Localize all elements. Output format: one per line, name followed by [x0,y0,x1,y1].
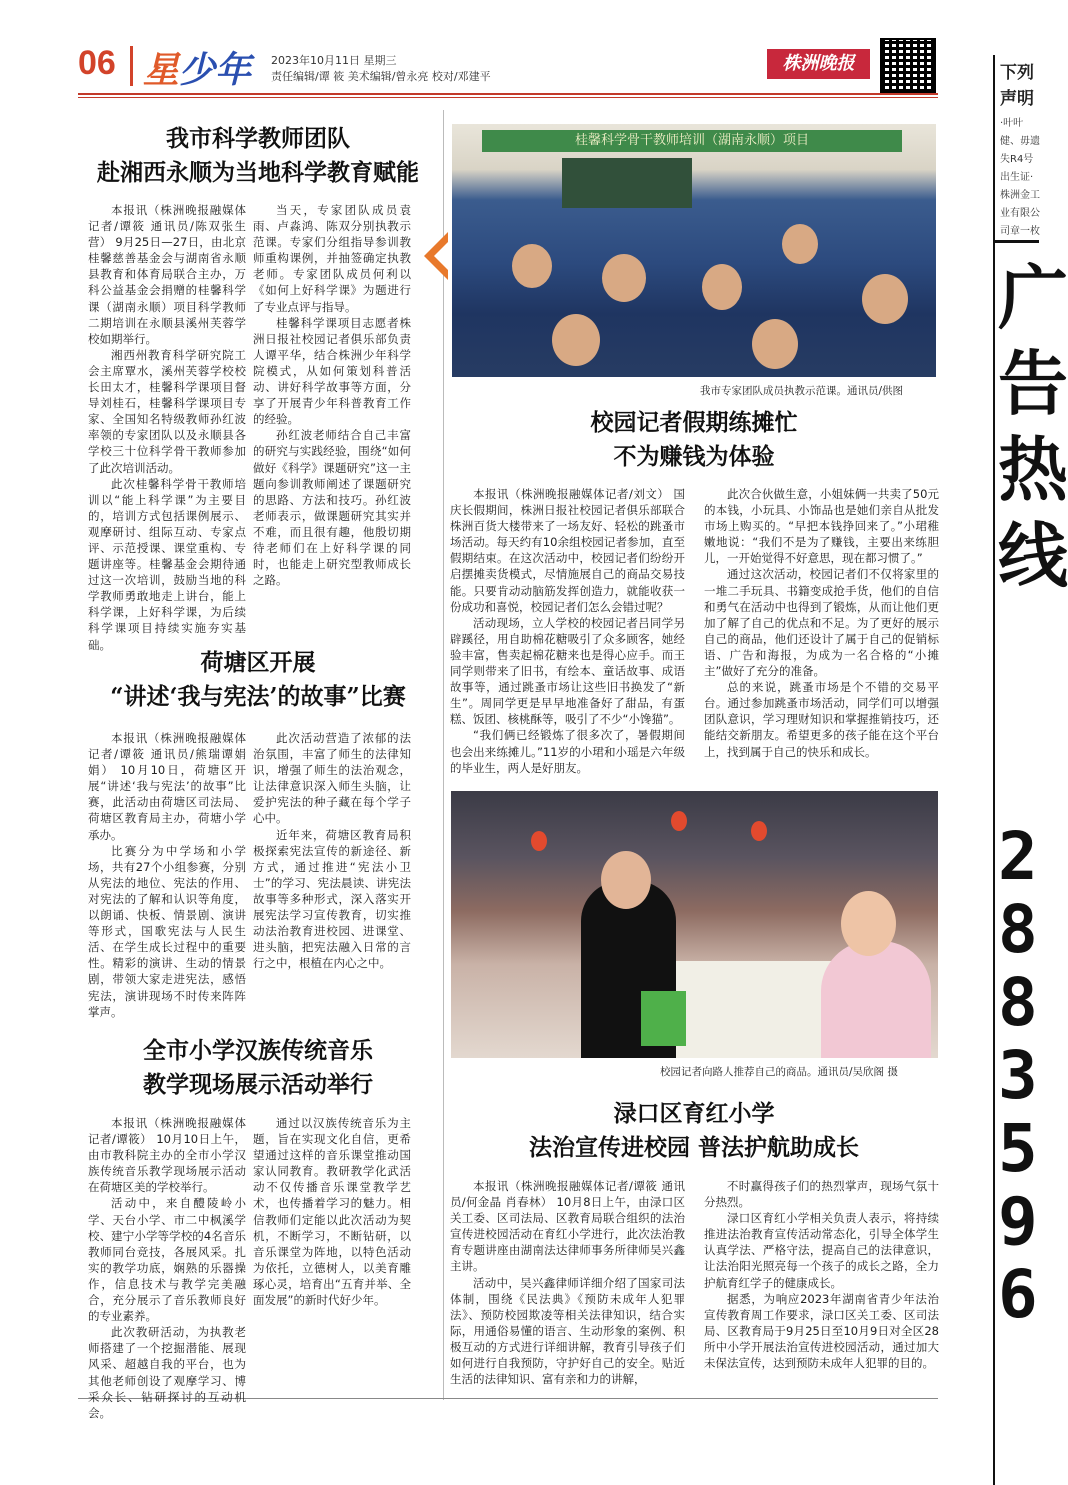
photo-banner: 桂馨科学骨干教师培训（湖南永顺）项目 [482,130,902,152]
woman-face [601,851,651,909]
paragraph: 据悉，为响应2023年湖南省青少年法治宣传教育周工作要求，渌口区关工委、区司法局、区教育局于9月25日至10月9日对全区28所中小学开展法治宣传进校园活动，通过加大未保法宣传，达到预防未成年人犯罪的目的。 [704,1291,939,1371]
student-head [702,264,742,310]
paragraph: 总的来说，跳蚤市场是个不错的交易平台。通过参加跳蚤市场活动，同学们可以增强团队意识，学习理财知识和掌握推销技巧，还能结交新朋友。希望更多的孩子能在这个平台上，找到属于自己的快乐和成长。 [704,680,939,759]
article-headline [450,1097,938,1165]
section-logo-char: 星 [143,49,180,91]
paragraph: 通过这次活动，校园记者们不仅将家里的一堆二手玩具、书籍变成抢手货，他们的自信和勇气在活动中也得到了锻炼，从而让他们更加了解了自己的优点和不足。为了更好的展示自己的商品，他们还设计了属于自己的促销标语、广告和海报，为成为一名合格的“小摊主”做好了充分的准备。 [704,567,939,679]
photo-caption: 校园记者向路人推荐自己的商品。通讯员/吴欣阁 摄 [660,1066,898,1078]
page-number: 06 [78,44,116,82]
page-number-separator [130,46,133,86]
article-headline [450,406,938,474]
article-column [704,1178,939,1388]
classroom-photo [452,124,936,377]
paragraph: 活动中，来自醴陵岭小学、天台小学、市二中枫溪学校、建宁小学等学校的4名音乐教师同台竞技，各展风采。扎实的教学功底，娴熟的乐器操作，信息技术与教学完美融合，充分展示了音乐教师良好的专业素养。 [88,1196,246,1324]
lantern [671,811,687,831]
paragraph: 比赛分为中学场和小学场，共有27个小组参赛，分别从宪法的地位、宪法的作用、对宪法的了解和认识等角度，以朗诵、快板、情景剧、演讲等形式，国歌宪法与人民生活、在学生成长过程中的重要性。精彩的演讲、生动的情景剧，带领大家走进宪法，感悟宪法，演讲现场不时传来阵阵掌声。 [88,843,246,1019]
paragraph: 孙红波老师结合自己丰富的研究与实践经验，围绕“如何做好《科学》课题研究”这一主题向参训教师阐述了课题研究的思路、方法和技巧。孙红波老师表示，做课题研究其实并不难，而且很有趣，他殷切期待老师们在上好科学课的同时，也能走上研究型教师成长之路。 [253,428,411,588]
student-head [782,224,818,264]
article-column [253,730,411,1000]
article-headline [78,646,438,714]
section-logo-rest: 少年 [179,49,252,91]
headline-line: “讲述‘我与宪法’的故事”比赛 [110,683,406,710]
paragraph: 本报讯（株洲晚报融媒体记者/刘文） 国庆长假期间，株洲日报社校园记者俱乐部联合株洲百货大楼带来了一场友好、轻松的跳蚤市场活动。每天约有10余组校园记者参加，直至假期结束。在这次活动中，校园记者们纷纷开启摆摊卖货模式，尽情施展自己的商品交易技能。只要肯动动脑筋发挥创造力，就能收获一份成功和喜悦，校园记者们怎么会错过呢？ [450,487,685,614]
lantern [751,821,767,841]
qr-code-icon [880,38,936,94]
ad-hotline-label: 广告热线 [998,256,1068,597]
headline-line: 荷塘区开展 [200,649,316,676]
paragraph: 渌口区育红小学相关负责人表示，将持续推进法治教育宣传活动常态化，引导全体学生认真学法、严格守法，提高自己的法律意识，让法治阳光照亮每一个孩子的成长之路，全力护航育红学子的健康成长。 [704,1211,939,1290]
paragraph: “我们俩已经锻炼了很多次了，暑假期间也会出来练摊儿。”11岁的小珺和小瑶是六年级的毕业生，两人是好朋友。 [450,728,685,775]
notice-title: 下列声明 [1000,63,1034,109]
article-column [88,1115,246,1420]
article-column [253,202,411,622]
article-column [450,486,685,786]
student-head [602,254,646,302]
article-column [450,1178,685,1388]
paragraph: 活动现场，立人学校的校园记者吕同学另辟蹊径，用自助棉花糖吸引了众多顾客，她经验丰富，售卖起棉花糖来也是得心应手。而王同学则带来了旧书，有绘本、童话故事、成语故事等，通过跳蚤市场让这些旧书换发了“新生”。周同学更是早早地准备好了甜品，有蛋糕、饭团、核桃酥等，吸引了不少“小馋猫”。 [450,615,685,727]
student-head [512,244,552,288]
newspaper-masthead: 株洲晚报 [767,49,870,79]
headline-line: 全市小学汉族传统音乐 [143,1037,373,1064]
article-column [253,1115,411,1385]
headline-line: 法治宣传进校园 普法护航助成长 [528,1134,859,1161]
headline-line: 我市科学教师团队 [166,125,350,152]
blackboard [562,158,692,208]
student-head [552,314,600,366]
headline-line: 不为赚钱为体验 [613,443,775,470]
girl-face [841,891,896,956]
headline-line: 教学现场展示活动举行 [143,1071,373,1098]
paragraph: 桂馨科学课项目志愿者株洲日报社校园记者俱乐部负责人谭平华，结合株洲少年科学院模式，从如何策划科普活动、讲好科学故事等方面，分享了开展青少年科普教育工作的经验。 [253,315,411,427]
paragraph: 此次活动营造了浓郁的法治氛围，丰富了师生的法律知识，增强了师生的法治观念，让法律意识深入师生头脑，让爱护宪法的种子藏在每个学子心中。 [253,731,411,826]
header-rule [78,93,938,95]
paragraph: 本报讯（株洲晚报融媒体记者/谭筱 通讯员/陈双张生营） 9月25日—27日，由北京桂馨慈善基金会与湖南省永顺县教育和体育局联合主办，万科公益基金会捐赠的桂馨科学课（湖南永顺）项目科学教师二期培训在永顺县溪州芙蓉学校如期举行。 [88,203,246,346]
student-head [862,274,908,324]
paragraph: 本报讯（株洲晚报融媒体记者/谭筱 通讯员/何金晶 肖春林） 10月8日上午，由渌口区关工委、区司法局、区教育局联合组织的法治宣传进校园活动在育红小学进行，此次法治教育专题讲座由湖南法达律师事务所律师吴兴鑫主讲。 [450,1179,685,1274]
lantern [531,831,547,851]
paragraph: 当天，专家团队成员袁雨、卢淼鸿、陈双分别执教示范课。专家们分组指导参训教师重构课例，并抽签确定执教老师。专家团队成员何利以《如何上好科学课》为题进行了专业点评与指导。 [253,203,411,314]
arrow-inner-shape [434,242,448,270]
paragraph: 活动中，吴兴鑫律师详细介绍了国家司法体制，围绕《民法典》《预防未成年人犯罪法》、预防校园欺凌等相关法律知识，结合实际，用通俗易懂的语言、生动形象的案例、积极互动的方式进行详细讲解，教育引导孩子们如何进行自我预防，守护好自己的安全。贴近生活的法律知识、富有亲和力的讲解， [450,1275,685,1387]
article-headline [78,122,438,190]
paragraph: 本报讯（株洲晚报融媒体记者/谭筱） 10月10日上午，由市教科院主办的全市小学汉族传统音乐教学现场展示活动在荷塘区美的学校举行。 [88,1116,246,1195]
paragraph: 湘西州教育科学研究院工会主席覃水，溪州芙蓉学校校长田太才，桂馨科学课项目督导刘桂石，桂馨科学课项目专家、全国知名特级教师孙红波率领的专家团队以及永顺县各学校三十位科学骨干教师参加了此次培训活动。 [88,347,246,475]
section-logo [143,42,251,93]
paragraph: 不时赢得孩子们的热烈掌声，现场气氛十分热烈。 [704,1179,939,1210]
notice-text: ·叶叶健、毋遗失R4号出生证·株洲金工业有限公司章一枚 [1000,118,1040,237]
issue-date: 2023年10月11日 星期三 [271,54,397,67]
photo-caption: 我市专家团队成员执教示范课。通讯员/供图 [700,385,904,397]
flea-market-photo [451,791,938,1058]
article-column [704,486,939,786]
editors-line: 责任编辑/谭 筱 美术编辑/曾永亮 校对/邓建平 [271,70,491,83]
headline-line: 校园记者假期练摊忙 [590,409,798,436]
paragraph: 本报讯（株洲晚报融媒体记者/谭筱 通讯员/熊瑞谭娟娟） 10月10日，荷塘区开展“讲述‘我与宪法’的故事”比赛，此活动由荷塘区司法局、荷塘区教育局主办，荷塘小学承办。 [88,731,246,842]
article-column [88,730,246,1019]
paragraph: 此次合伙做生意，小姐妹俩一共卖了50元的本钱，小玩具、小饰品也是她们亲自从批发市场上购买的。“早把本钱挣回来了。”小珺稚嫩地说：“我们不是为了赚钱，主要出来练胆儿，一开始觉得不好意思，现在都习惯了。” [704,487,939,566]
ad-hotline-number: 2883596 [998,818,1038,1333]
paragraph: 此次桂馨科学骨干教师培训以“能上科学课”为主要目的，培训方式包括课例展示、观摩研讨、组际互动、专家点评、示范授课、课堂重构、专题讲座等。桂馨基金会期待通过这一次培训，鼓励当地的科学教师勇敢地走上讲台，能上科学课，上好科学课，为后续科学课项目持续实施夯实基础。 [88,476,246,652]
headline-line: 渌口区育红小学 [613,1100,775,1127]
headline-line: 赴湘西永顺为当地科学教育赋能 [97,159,419,186]
notice-rule [995,240,1039,243]
girl-figure [821,941,931,1058]
header-rule-thin [78,97,938,98]
shopping-bag [641,991,686,1046]
paragraph: 通过以汉族传统音乐为主题，旨在实现文化自信，更希望通过这样的音乐课堂推动国家认同教育。教研教学化武活动不仅传播音乐课堂教学艺术，也传播着学习的魅力。相信教师们定能以此次活动为契机，不断学习，不断钻研，以音乐课堂为阵地，以特色活动为依托，立德树人，以美育雕琢心灵，培育出“五育并举、全面发展”的新时代好少年。 [253,1116,411,1308]
article-column [88,202,246,652]
paragraph: 此次教研活动，为执教老师搭建了一个挖掘潜能、展现风采、超越自我的平台，也为其他老师创设了观摩学习、博采众长、钻研探讨的互动机会。 [88,1325,246,1420]
paragraph: 近年来，荷塘区教育局积极探索宪法宣传的新途径、新方式，通过推进“宪法小卫士”的学习、宪法晨读、讲宪法故事等多种形式，深入落实开展宪法学习宣传教育，切实推动法治教育进校园、进课堂、进头脑，把宪法融入日常的言行之中，根植在内心之中。 [253,827,411,971]
article-headline [78,1034,438,1102]
column-divider [443,110,444,1400]
student-head [752,319,798,369]
